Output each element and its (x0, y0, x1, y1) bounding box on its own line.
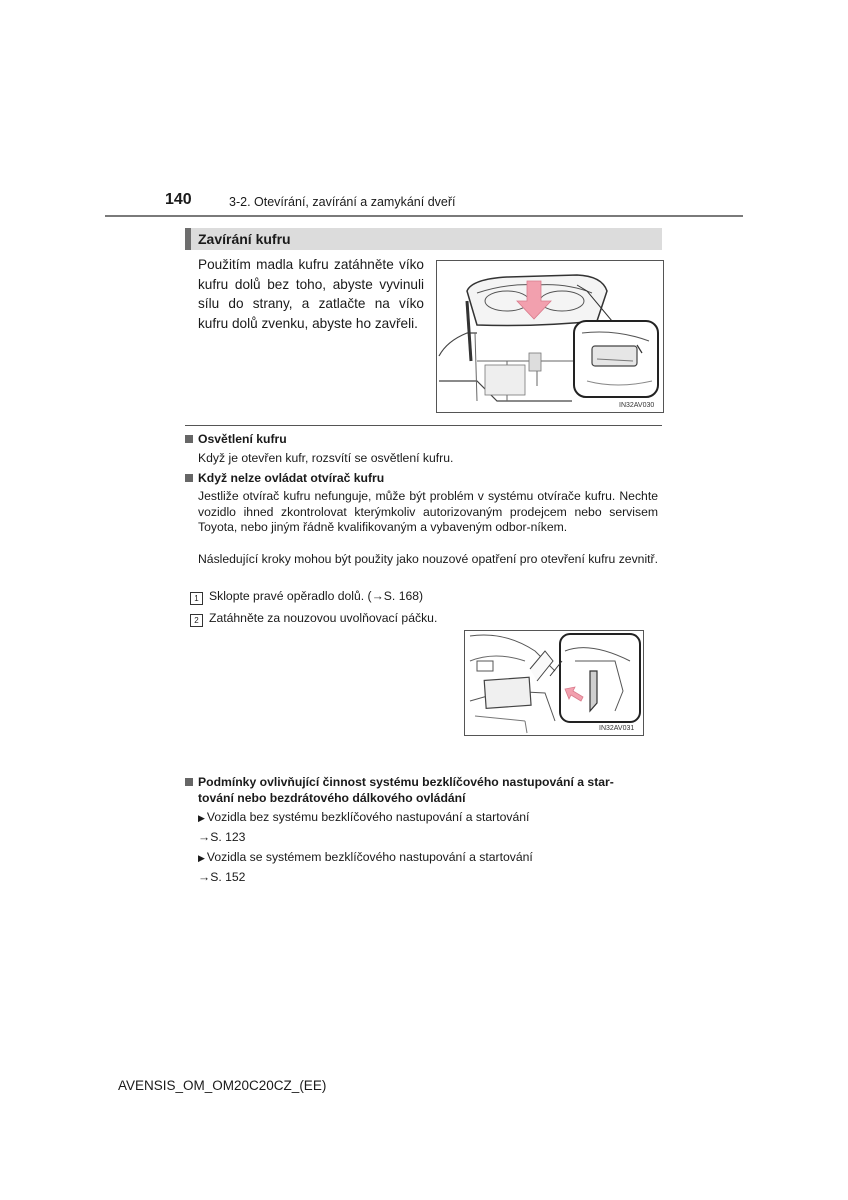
step-1-number: 1 (190, 592, 203, 605)
trunk-illustration (437, 261, 663, 412)
condition-item-1 (198, 810, 529, 827)
condition-item-2-ref: →S. 152 (198, 870, 246, 884)
step-2-number: 2 (190, 614, 203, 627)
step-2-text: Zatáhněte za nouzovou uvolňovací páčku. (209, 611, 438, 625)
trunk-close-figure (436, 260, 664, 413)
conditions-heading-line2: tování nebo bezdrátového dálkového ovládání (198, 790, 466, 805)
triangle-bullet-icon: ▶ (198, 853, 205, 863)
page-number: 140 (165, 191, 192, 208)
figure1-code: IN32AV030 (619, 402, 655, 409)
section-title-bar (185, 228, 662, 250)
condition-item-2-text: Vozidla se systémem bezklíčového nastupování a startování (206, 850, 533, 864)
running-header: 3-2. Otevírání, zavírání a zamykání dveří (229, 195, 456, 209)
conditions-heading (185, 775, 663, 806)
condition-item-1-ref: →S. 123 (198, 830, 246, 844)
trunk-light-text: Když je otevřen kufr, rozsvítí se osvětlení kufru. (198, 451, 454, 465)
opener-fail-text: Jestliže otvírač kufru nefunguje, může být problém v systému otvírače kufru. Nechte vozidlo ihned zkontrolovat kterýmkoliv autorizovaným prodejcem nebo servisem Toyota, nebo jiným řádně kvalifikovaným a vybaveným odbor-níkem. (198, 489, 658, 535)
footer-doc-code: AVENSIS_OM_OM20C20CZ_(EE) (118, 1078, 327, 1093)
opener-fail-text-2: Následující kroky mohou být použity jako nouzové opatření pro otevření kufru zevnitř. (198, 552, 658, 566)
header-rule (105, 215, 743, 217)
step-1 (190, 589, 423, 605)
square-bullet-icon (185, 778, 193, 786)
conditions-heading-line1: Podmínky ovlivňující činnost systému bezklíčového nastupování a star- (198, 775, 614, 789)
triangle-bullet-icon: ▶ (198, 813, 205, 823)
square-bullet-icon (185, 474, 193, 482)
trunk-light-heading-text: Osvětlení kufru (198, 432, 287, 446)
emergency-release-figure (464, 630, 644, 736)
release-lever-illustration (465, 631, 643, 735)
opener-fail-heading (185, 471, 384, 485)
figure2-code: IN32AV031 (599, 725, 635, 732)
step-2 (190, 611, 437, 627)
intro-paragraph: Použitím madla kufru zatáhněte víko kufru dolů bez toho, abyste vyvinuli sílu do strany, a zatlačte na víko kufru dolů zvenku, abyste ho zavřeli. (198, 257, 424, 331)
condition-item-2 (198, 850, 533, 867)
opener-fail-heading-text: Když nelze ovládat otvírač kufru (198, 471, 385, 485)
square-bullet-icon (185, 435, 193, 443)
section-title: Zavírání kufru (198, 231, 291, 247)
step-1-text: Sklopte pravé opěradlo dolů. (→S. 168) (209, 589, 424, 603)
section-divider (185, 425, 662, 426)
section-marker (185, 228, 191, 250)
trunk-light-heading (185, 432, 287, 446)
condition-item-1-text: Vozidla bez systému bezklíčového nastupování a startování (206, 810, 530, 824)
